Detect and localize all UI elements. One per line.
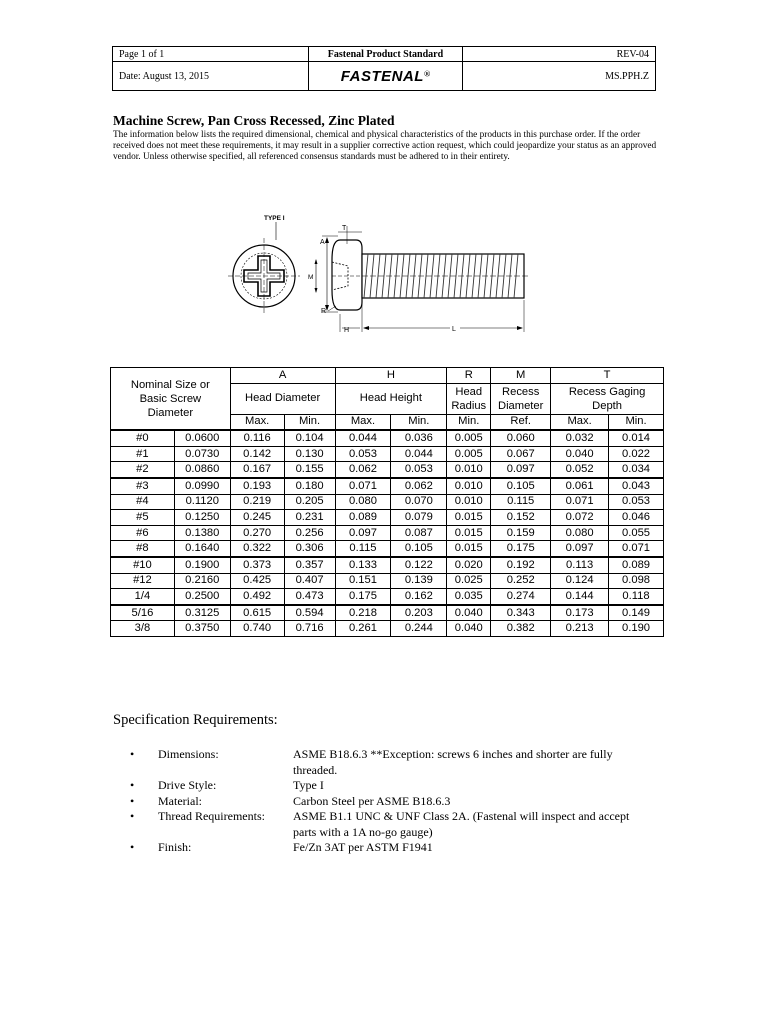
table-cell: 0.036 [391,430,447,446]
table-cell: 0.3125 [174,605,230,621]
recess-diameter-line1: Recess [502,385,540,398]
table-cell: 0.005 [447,446,491,462]
table-cell: 3/8 [111,621,175,637]
table-cell: 0.425 [230,573,284,589]
spec-label: Drive Style: [158,778,217,792]
spec-label: Thread Requirements: [158,809,265,823]
table-cell: #1 [111,446,175,462]
table-cell: 0.3750 [174,621,230,637]
table-cell: 0.306 [284,541,335,557]
bullet-icon: • [130,778,135,792]
sub-header: Ref. [491,414,551,430]
group-name-recess-diameter [491,383,551,414]
table-cell: 0.473 [284,589,335,605]
spec-label: Dimensions: [158,747,219,761]
table-cell: 0.274 [491,589,551,605]
table-cell: 0.014 [609,430,664,446]
dimension-table-body [111,430,664,636]
table-cell: 0.044 [335,430,391,446]
table-cell: 0.105 [491,478,551,494]
nominal-header-line1: Nominal Size or [130,378,210,391]
table-cell: 0.118 [609,589,664,605]
document-header [112,46,656,91]
group-letter-a: A [230,368,335,384]
table-cell: 0.218 [335,605,391,621]
sub-header: Min. [391,414,447,430]
table-row [111,510,664,526]
spec-item [130,809,650,840]
table-cell: 0.025 [447,573,491,589]
table-cell: #4 [111,494,175,510]
table-cell: 0.116 [230,430,284,446]
table-cell: 0.0730 [174,446,230,462]
table-cell: 0.034 [609,462,664,478]
table-cell: 0.594 [284,605,335,621]
table-cell: 0.062 [391,478,447,494]
head-radius-line2: Radius [451,399,487,412]
spec-list [130,747,650,856]
table-cell: 0.1250 [174,510,230,526]
spec-item [130,747,650,778]
group-letter-h: H [335,368,447,384]
table-cell: 0.0860 [174,462,230,478]
table-cell: 0.149 [609,605,664,621]
label-h: H [344,327,350,334]
table-cell: 0.144 [551,589,609,605]
spec-value: ASME B18.6.3 **Exception: screws 6 inches and shorter are fully threaded. [293,747,613,777]
table-cell: 0.1120 [174,494,230,510]
table-cell: 0.343 [491,605,551,621]
recess-gaging-line2: Depth [592,399,622,412]
table-cell: 0.005 [447,430,491,446]
table-cell: 0.357 [284,557,335,573]
table-cell: 0.098 [609,573,664,589]
table-cell: 0.382 [491,621,551,637]
table-cell: #8 [111,541,175,557]
table-cell: #2 [111,462,175,478]
table-cell: 0.022 [609,446,664,462]
table-row [111,446,664,462]
table-cell: 0.072 [551,510,609,526]
table-cell: 0.231 [284,510,335,526]
table-cell: 0.151 [335,573,391,589]
table-cell: 0.055 [609,525,664,541]
table-cell: 0.173 [551,605,609,621]
fastenal-logo [309,62,463,91]
table-cell: 0.152 [491,510,551,526]
table-cell: 0.040 [551,446,609,462]
table-cell: 0.1640 [174,541,230,557]
table-cell: 0.190 [609,621,664,637]
table-cell: 0.1900 [174,557,230,573]
table-cell: 0.089 [335,510,391,526]
standard-name: Fastenal Product Standard [309,47,463,62]
table-cell: 0.070 [391,494,447,510]
document-date: Date: August 13, 2015 [113,62,309,91]
group-letter-m: M [491,368,551,384]
table-cell: #5 [111,510,175,526]
table-cell: 0.219 [230,494,284,510]
spec-value: Fe/Zn 3AT per ASTM F1941 [293,840,433,854]
revision: REV-04 [463,47,656,62]
table-cell: 0.0990 [174,478,230,494]
table-cell: 0.015 [447,541,491,557]
table-cell: 0.053 [335,446,391,462]
table-row [111,525,664,541]
logo-text: FASTENAL [340,67,424,85]
table-cell: 0.492 [230,589,284,605]
table-cell: 0.105 [391,541,447,557]
table-cell: 0.071 [609,541,664,557]
bullet-icon: • [130,747,135,761]
table-cell: 0.067 [491,446,551,462]
table-cell: 0.044 [391,446,447,462]
table-cell: #12 [111,573,175,589]
table-cell: 0.192 [491,557,551,573]
group-name-head-height: Head Height [335,383,447,414]
sub-header: Max. [335,414,391,430]
group-name-head-diameter: Head Diameter [230,383,335,414]
table-cell: 0.115 [491,494,551,510]
table-cell: 0.071 [335,478,391,494]
table-cell: 0.256 [284,525,335,541]
table-cell: 0.373 [230,557,284,573]
table-row [111,557,664,573]
registered-mark: ® [423,69,431,79]
table-cell: #6 [111,525,175,541]
table-cell: 0.010 [447,462,491,478]
sub-header: Max. [551,414,609,430]
sub-header: Min. [609,414,664,430]
table-cell: 0.407 [284,573,335,589]
table-cell: 0.032 [551,430,609,446]
table-cell: 0.040 [447,605,491,621]
table-cell: #10 [111,557,175,573]
screw-drawing [228,210,533,340]
table-cell: 0.270 [230,525,284,541]
table-cell: 0.062 [335,462,391,478]
intro-paragraph: The information below lists the required dimensional, chemical and physical characteristics of the products in this purchase order. If the order received does not meet these requirements, it may result in a supplier corrective action request, which could jeopardize your status as an approved vendor. Unless otherwise specified, all referenced consensus standards must be adhered to in their entirety. [113,130,657,162]
table-row [111,621,664,637]
sub-header: Max. [230,414,284,430]
recess-diameter-line2: Diameter [497,399,544,412]
table-cell: 0.252 [491,573,551,589]
table-row [111,589,664,605]
bullet-icon: • [130,793,135,808]
table-cell: 0.244 [391,621,447,637]
page-title: Machine Screw, Pan Cross Recessed, Zinc Plated [113,113,395,128]
table-cell: 0.035 [447,589,491,605]
table-row [111,541,664,557]
spec-title: Specification Requirements: [113,712,278,728]
spec-item [130,840,650,856]
label-a: A [320,239,325,246]
table-cell: 0.079 [391,510,447,526]
table-row [111,494,664,510]
table-row [111,573,664,589]
table-cell: 0.322 [230,541,284,557]
table-cell: 0.080 [335,494,391,510]
spec-value: Carbon Steel per ASME B18.6.3 [293,793,451,808]
head-radius-line1: Head [455,385,483,398]
bullet-icon: • [130,840,135,854]
label-r: R [321,308,327,315]
head-side-view [308,240,362,310]
drawing-type-label: TYPE I [264,215,285,222]
table-cell: 0.213 [551,621,609,637]
table-cell: 0.010 [447,478,491,494]
group-letter-r: R [447,368,491,384]
page-number: Page 1 of 1 [113,47,309,62]
table-cell: 0.162 [391,589,447,605]
table-cell: 0.193 [230,478,284,494]
table-row [111,478,664,494]
table-cell: 0.040 [447,621,491,637]
table-cell: 0.205 [284,494,335,510]
table-cell: 0.130 [284,446,335,462]
table-cell: 0.740 [230,621,284,637]
group-letter-t: T [551,368,664,384]
table-cell: 0.046 [609,510,664,526]
spec-label: Finish: [158,840,192,854]
table-cell: 0.175 [491,541,551,557]
table-row [111,430,664,446]
table-cell: 0.071 [551,494,609,510]
table-cell: 0.015 [447,510,491,526]
table-cell: 0.2160 [174,573,230,589]
group-name-recess-gaging-depth [551,383,664,414]
spec-label: Material: [158,793,202,808]
label-m: M [308,274,314,281]
spec-value: Type I [293,778,324,792]
head-end-view [228,238,300,314]
bullet-icon: • [130,809,135,823]
label-t: T [342,225,347,232]
table-cell: 0.142 [230,446,284,462]
table-cell: #0 [111,430,175,446]
table-cell: 0.139 [391,573,447,589]
table-cell: 0.060 [491,430,551,446]
table-cell: 0.015 [447,525,491,541]
table-cell: 0.133 [335,557,391,573]
nominal-size-header [111,368,231,431]
table-cell: 0.053 [609,494,664,510]
table-cell: 0.043 [609,478,664,494]
table-cell: 5/16 [111,605,175,621]
table-cell: 0.175 [335,589,391,605]
table-cell: 0.104 [284,430,335,446]
table-cell: 0.010 [447,494,491,510]
sub-header: Min. [284,414,335,430]
table-row [111,605,664,621]
table-cell: 0.089 [609,557,664,573]
table-cell: 0.115 [335,541,391,557]
table-cell: 0.097 [335,525,391,541]
table-cell: 0.716 [284,621,335,637]
table-cell: 0.052 [551,462,609,478]
table-cell: 0.261 [335,621,391,637]
table-cell: 0.245 [230,510,284,526]
table-cell: 0.122 [391,557,447,573]
table-cell: #3 [111,478,175,494]
table-cell: 0.061 [551,478,609,494]
table-cell: 0.155 [284,462,335,478]
table-cell: 0.097 [491,462,551,478]
dimension-table [110,367,664,637]
group-name-head-radius [447,383,491,414]
label-l: L [452,326,456,333]
table-cell: 0.124 [551,573,609,589]
table-cell: 0.020 [447,557,491,573]
screw-shank [362,254,528,298]
table-cell: 0.080 [551,525,609,541]
table-cell: 0.087 [391,525,447,541]
table-cell: 0.180 [284,478,335,494]
spec-value: ASME B1.1 UNC & UNF Class 2A. (Fastenal will inspect and accept parts with a 1A no-go gauge) [293,809,630,839]
table-cell: 0.167 [230,462,284,478]
table-cell: 0.203 [391,605,447,621]
spec-item [130,794,650,810]
table-cell: 0.615 [230,605,284,621]
nominal-header-line2: Basic Screw [139,392,202,405]
table-cell: 0.113 [551,557,609,573]
table-cell: 1/4 [111,589,175,605]
table-row [111,462,664,478]
recess-gaging-line1: Recess Gaging [568,385,646,398]
table-cell: 0.0600 [174,430,230,446]
table-cell: 0.097 [551,541,609,557]
table-cell: 0.2500 [174,589,230,605]
document-code: MS.PPH.Z [463,62,656,91]
table-cell: 0.1380 [174,525,230,541]
sub-header: Min. [447,414,491,430]
table-cell: 0.053 [391,462,447,478]
table-cell: 0.159 [491,525,551,541]
spec-item [130,778,650,794]
nominal-header-line3: Diameter [147,406,194,419]
